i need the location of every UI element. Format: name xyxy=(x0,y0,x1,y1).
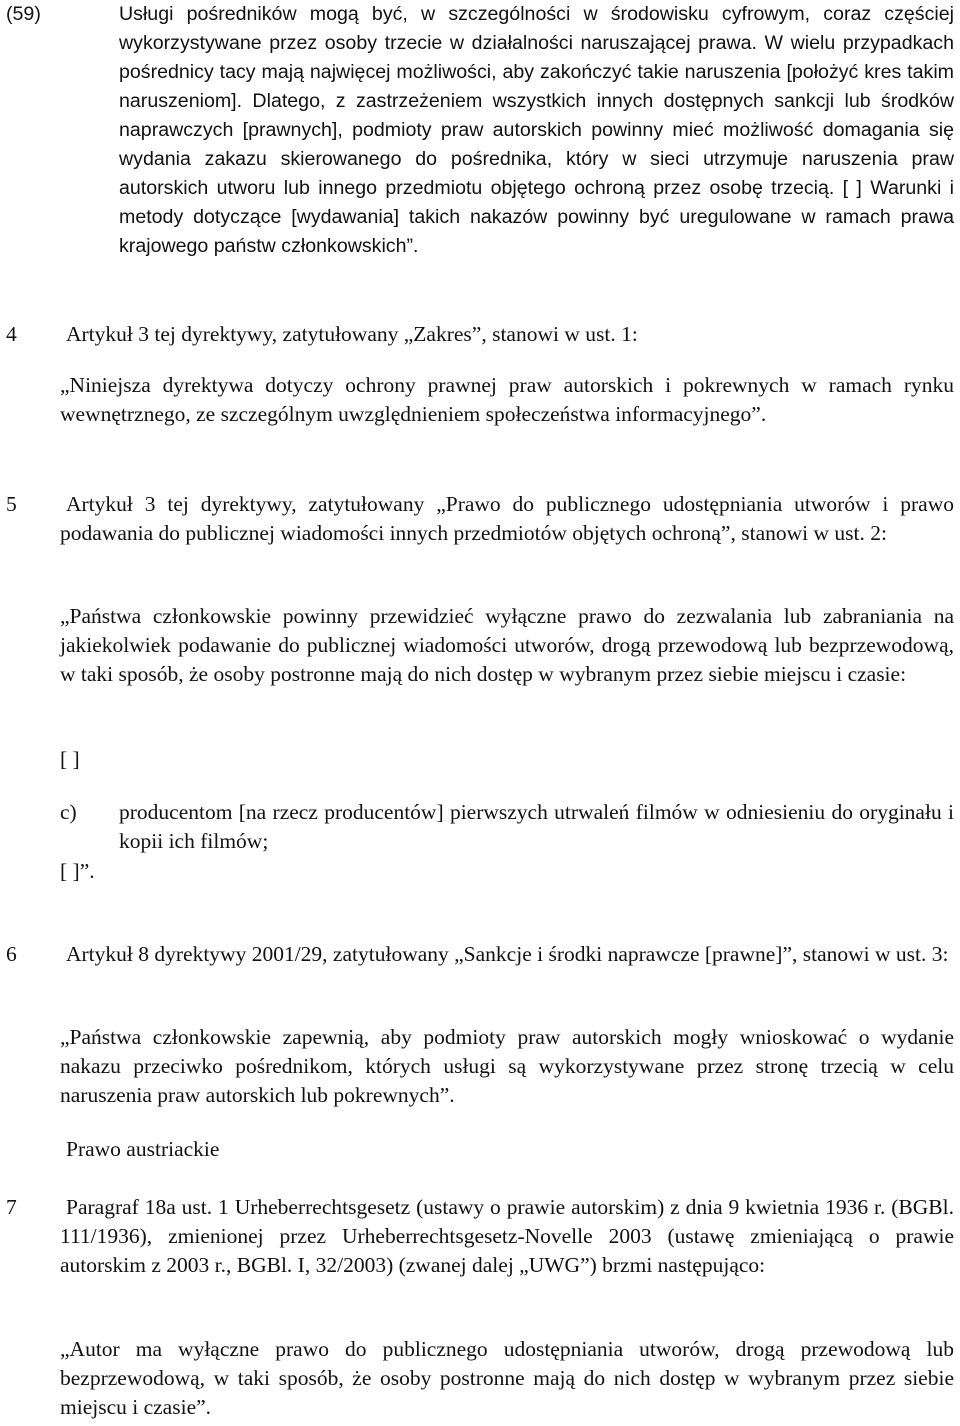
paragraph-number: 5 xyxy=(6,492,17,516)
paragraph-number: 6 xyxy=(6,942,17,966)
list-item-text: producentom [na rzecz producentów] pierwszych utrwaleń filmów w odniesieniu do oryginału i kopii ich filmów; xyxy=(119,800,954,853)
paragraph-text: Artykuł 3 tej dyrektywy, zatytułowany „Zakres”, stanowi w ust. 1: xyxy=(66,322,638,346)
ellipsis: [ ] xyxy=(60,747,80,771)
quoted-provision: „Autor ma wyłączne prawo do publicznego udostępniania utworów, drogą przewodową lub bezprzewodową, w taki sposób, że osoby postronne mają do nich dostęp w wybranym przez siebie miejscu i czasie”. xyxy=(60,1337,954,1419)
quoted-provision: „Państwa członkowskie zapewnią, aby podmioty praw autorskich mogły wnioskować o wydanie nakazu przeciwko pośrednikom, których usługi są wykorzystywane przez stronę trzecią w celu naruszenia praw autorskich lub pokrewnych”. xyxy=(60,1025,954,1107)
paragraph-number: 7 xyxy=(6,1195,17,1219)
section-heading: Prawo austriackie xyxy=(66,1137,220,1161)
paragraph-text: Artykuł 3 tej dyrektywy, zatytułowany „Prawo do publicznego udostępniania utworów i prawo podawania do publicznej wiadomości innych przedmiotów objętych ochroną”, stanowi w ust. 2: xyxy=(60,492,954,545)
quoted-provision: „Niniejsza dyrektywa dotyczy ochrony prawnej praw autorskich i pokrewnych w ramach rynku wewnętrznego, ze szczególnym uwzględnieniem społeczeństwa informacyjnego”. xyxy=(60,373,954,426)
recital-text: Usługi pośredników mogą być, w szczególności w środowisku cyfrowym, coraz częściej wykorzystywane przez osoby trzecie w działalności naruszającej prawa. W wielu przypadkach pośrednicy tacy mają najwięcej możliwości, aby zakończyć takie naruszenia [położyć kres takim naruszeniom]. Dlatego, z zastrzeżeniem wszystkich innych dostępnych sankcji lub środków naprawczych [prawnych], podmioty praw autorskich powinny mieć możliwość domagania się wydania zakazu skierowanego do pośrednika, który w sieci utrzymuje naruszenia praw autorskich utworu lub innego przedmiotu objętego ochroną przez osobę trzecią. [ ] Warunki i metody dotyczące [wydawania] takich nakazów powinny być uregulowane w ramach prawa krajowego państw członkowskich”. xyxy=(119,3,954,257)
paragraph-number: 4 xyxy=(6,322,17,346)
ellipsis: [ ]”. xyxy=(60,859,95,883)
quoted-provision: „Państwa członkowskie powinny przewidzieć wyłączne prawo do zezwalania lub zabraniania na jakiekolwiek podawanie do publicznej wiadomości utworów, drogą przewodową lub bezprzewodową, w taki sposób, że osoby postronne mają do nich dostęp w wybranym przez siebie miejscu i czasie: xyxy=(60,604,954,686)
recital-number: (59) xyxy=(6,3,41,25)
list-item-label: c) xyxy=(60,800,77,824)
paragraph-text: Artykuł 8 dyrektywy 2001/29, zatytułowany „Sankcje i środki naprawcze [prawne]”, stanowi w ust. 3: xyxy=(66,942,949,966)
paragraph-text: Paragraf 18a ust. 1 Urheberrechtsgesetz (ustawy o prawie autorskim) z dnia 9 kwietnia 1936 r. (BGBl. 111/1936), zmienionej przez Urheberrechtsgesetz-Novelle 2003 (ustawę zmieniającą o prawie autorskim z 2003 r., BGBl. I, 32/2003) (zwanej dalej „UWG”) brzmi następująco: xyxy=(60,1195,954,1277)
